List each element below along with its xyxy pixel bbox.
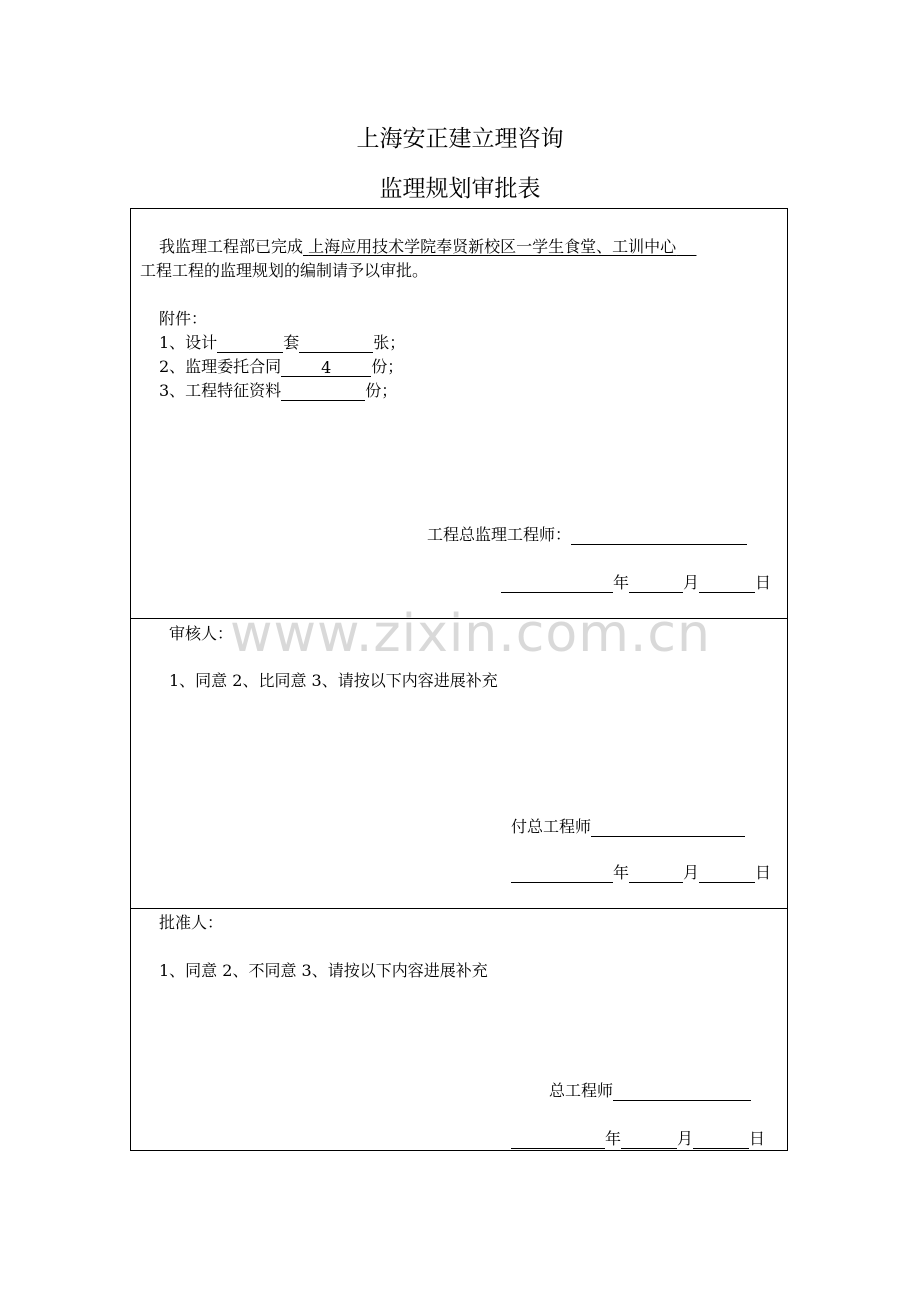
deputy-chief-signature: 付总工程师 — [511, 817, 745, 837]
deputy-chief-blank[interactable] — [591, 818, 745, 837]
year-blank[interactable] — [511, 1130, 605, 1149]
day-blank[interactable] — [699, 574, 755, 593]
approval-section — [130, 908, 788, 1151]
intro-line-1 — [159, 237, 696, 257]
month-blank[interactable] — [621, 1130, 677, 1149]
company-title: 上海安正建立理咨询 — [356, 126, 564, 152]
attachment-item-contract: 2、监理委托合同 4 份； — [159, 357, 404, 377]
intro-prefix: 我监理工程部已完成 — [159, 237, 304, 256]
day-blank[interactable] — [699, 864, 755, 883]
intro-suffix: 工程工程的监理规划的编制请予以审批。 — [140, 261, 429, 280]
chief-supervisor-signature: 工程总监理工程师： — [427, 525, 747, 545]
attachments-label: 附件： — [159, 309, 208, 328]
year-blank[interactable] — [511, 864, 613, 883]
contract-copies-field[interactable]: 4 — [281, 358, 371, 377]
month-blank[interactable] — [629, 864, 683, 883]
attachment-item-features: 3、工程特征资料 份； — [159, 381, 398, 400]
date-line-3: 年 月 日 — [511, 1129, 765, 1149]
project-name: 上海应用技术学院奉贤新校区一学生食堂、工训中心 — [308, 237, 677, 256]
features-copies-blank[interactable] — [281, 382, 365, 401]
submission-section — [130, 208, 788, 619]
attachment-item-design: 1、设计 套 张； — [159, 333, 406, 352]
form-title: 监理规划审批表 — [379, 176, 541, 202]
approver-label: 批准人： — [159, 913, 224, 932]
year-blank[interactable] — [501, 574, 613, 593]
chief-supervisor-blank[interactable] — [571, 526, 747, 545]
month-blank[interactable] — [629, 574, 683, 593]
chief-engineer-blank[interactable] — [613, 1082, 751, 1101]
reviewer-label: 审核人： — [169, 624, 234, 643]
date-line-1: 年 月 日 — [501, 573, 771, 593]
design-sets-blank[interactable] — [217, 334, 283, 353]
date-line-2: 年 月 日 — [511, 863, 771, 883]
approval-options: 1、同意 2、不同意 3、请按以下内容进展补充 — [159, 961, 488, 980]
day-blank[interactable] — [693, 1130, 749, 1149]
review-section — [130, 618, 788, 909]
chief-engineer-signature: 总工程师 — [549, 1081, 751, 1101]
watermark: www.zixin.com.cn — [230, 604, 711, 664]
review-options: 1、同意 2、比同意 3、请按以下内容进展补充 — [169, 671, 498, 690]
design-sheets-blank[interactable] — [299, 334, 373, 353]
